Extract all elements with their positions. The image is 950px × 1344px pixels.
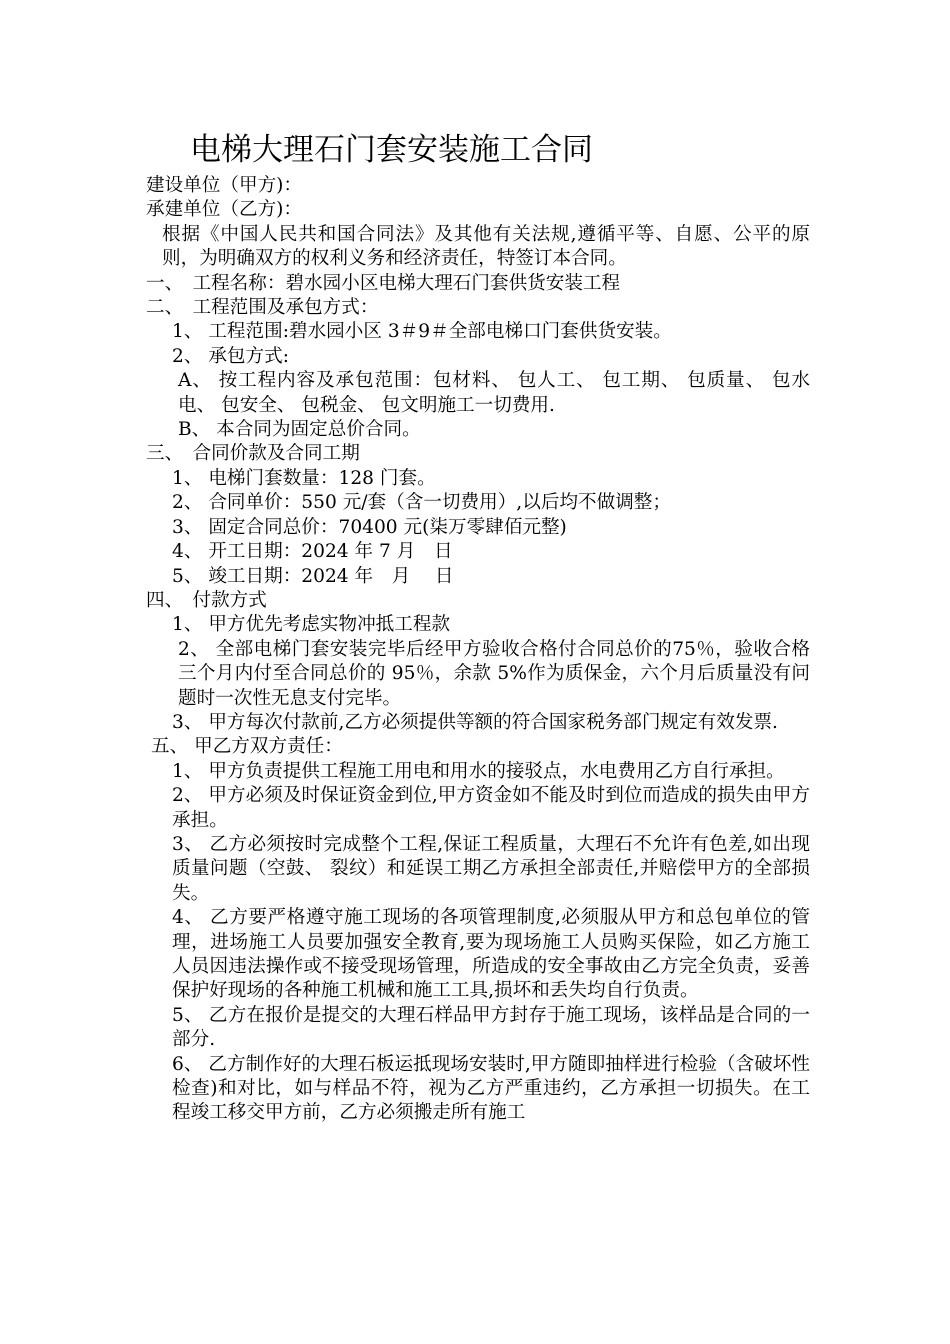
clause-2-1: 1、 工程范围:碧水园小区 3＃9＃全部电梯口门套供货安装。 [172, 321, 672, 343]
section-2-heading: 二、 工程范围及承包方式： [146, 297, 379, 319]
clause-5-3: 3、 乙方必须按时完成整个工程,保证工程质量，大理石不允许有色差,如出现质量问题（空鼓、 裂纹）和延误工期乙方承担全部责任,并赔偿甲方的全部损失。 [172, 833, 810, 904]
section-5-heading: 五、 甲乙方双方责任： [151, 736, 343, 758]
clause-2-2-a: A、 按工程内容及承包范围：包材料、 包人工、 包工期、 包质量、 包水电、 包安全、 包税金、 包文明施工一切费用. [178, 370, 810, 416]
party-a-line: 建设单位（甲方)： [146, 175, 303, 196]
preamble-paragraph: 根据《中国人民共和国合同法》及其他有关法规,遵循平等、自愿、公平的原则，为明确双方的权利义务和经济责任，特签订本合同。 [162, 223, 810, 270]
clause-3-2: 2、 合同单价：550 元/套（含一切费用）,以后均不做调整； [172, 492, 671, 514]
section-4-heading: 四、 付款方式 [146, 589, 267, 611]
clause-5-6: 6、 乙方制作好的大理石板运抵现场安装时,甲方随即抽样进行检验（含破坏性检查)和对比，如与样品不符，视为乙方严重违约，乙方承担一切损失。在工程竣工移交甲方前，乙方必须搬走所有施工 [172, 1053, 810, 1124]
clause-4-1: 1、 甲方优先考虑实物冲抵工程款 [172, 614, 451, 636]
clause-5-4: 4、 乙方要严格遵守施工现场的各项管理制度,必须服从甲方和总包单位的管理，进场施工人员要加强安全教育,要为现场施工人员购买保险，如乙方施工人员因违法操作或不接受现场管理，所造成的安全事故由乙方完全负责，妥善保护好现场的各种施工机械和施工工具,损坏和丢失均自行负责。 [172, 907, 810, 1002]
section-1-heading: 一、 工程名称：碧水园小区电梯大理石门套供货安装工程 [146, 272, 621, 294]
clause-4-3: 3、 甲方每次付款前,乙方必须提供等额的符合国家税务部门规定有效发票. [172, 711, 778, 733]
document-title: 电梯大理石门套安装施工合同 [190, 132, 593, 168]
clause-3-1: 1、 电梯门套数量：128 门套。 [172, 467, 436, 489]
clause-3-4: 4、 开工日期：2024 年 7 月 日 [172, 541, 453, 563]
clause-3-3: 3、 固定合同总价：70400 元(柒万零肆佰元整) [172, 516, 567, 538]
clause-2-2: 2、 承包方式: [172, 345, 289, 367]
contract-body [146, 174, 810, 1126]
party-b-line: 承建单位（乙方)： [146, 199, 303, 221]
clause-5-2: 2、 甲方必须及时保证资金到位,甲方资金如不能及时到位而造成的损失由甲方承担。 [172, 785, 810, 831]
clause-4-2: 2、 全部电梯门套安装完毕后经甲方验收合格付合同总价的75％，验收合格三个月内付至合同总价的 95％，余款 5%作为质保金，六个月后质量没有问题时一次性无息支付完毕。 [178, 638, 810, 709]
clause-3-5: 5、 竣工日期：2024 年 月 日 [172, 565, 454, 587]
clause-2-2-b: B、 本合同为固定总价合同。 [178, 419, 421, 441]
clause-5-5: 5、 乙方在报价是提交的大理石样品甲方封存于施工现场，该样品是合同的一部分. [172, 1004, 810, 1051]
clause-5-1: 1、 甲方负责提供工程施工用电和用水的接驳点，水电费用乙方自行承担。 [172, 760, 785, 782]
section-3-heading: 三、 合同价款及合同工期 [146, 443, 360, 465]
